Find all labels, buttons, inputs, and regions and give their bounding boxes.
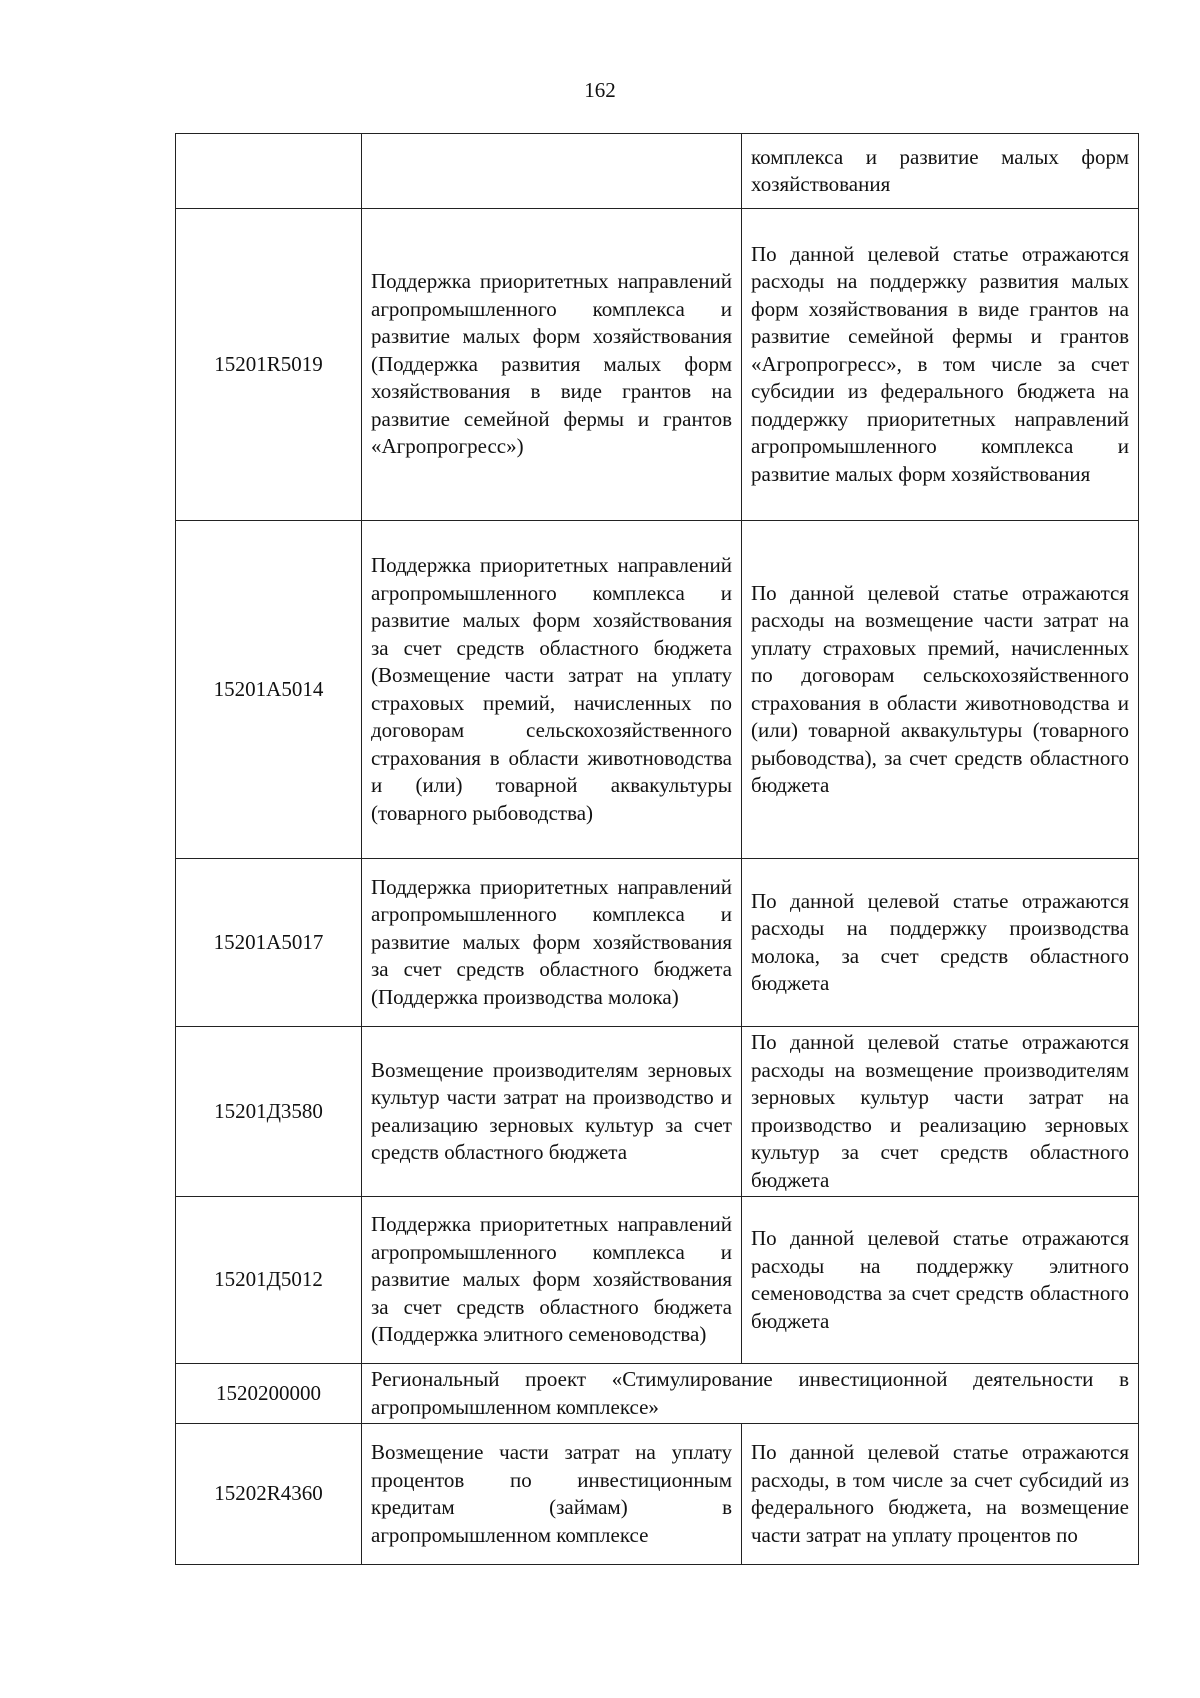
code-cell: 15201Д3580 xyxy=(176,1027,362,1197)
description-cell: По данной целевой статье отражаются расходы, в том числе за счет субсидий из федерального бюджета, на возмещение части затрат на уплату процентов по xyxy=(742,1424,1139,1565)
table-row xyxy=(176,1197,1139,1364)
description-cell: комплекса и развитие малых форм хозяйствования xyxy=(742,134,1139,209)
code-cell: 15201А5014 xyxy=(176,521,362,859)
table-row xyxy=(176,859,1139,1027)
name-cell: Поддержка приоритетных направлений агропромышленного комплекса и развитие малых форм хозяйствования (Поддержка развития малых форм хозяйствования в виде грантов на развитие семейной фермы и грантов «Агропрогресс») xyxy=(362,209,742,521)
table-row xyxy=(176,1424,1139,1565)
code-cell: 15202R4360 xyxy=(176,1424,362,1565)
name-cell: Возмещение части затрат на уплату процентов по инвестиционным кредитам (займам) в агропромышленном комплексе xyxy=(362,1424,742,1565)
code-cell xyxy=(176,134,362,209)
code-cell: 1520200000 xyxy=(176,1364,362,1424)
page-number: 162 xyxy=(584,78,616,102)
section-title-cell: Региональный проект «Стимулирование инвестиционной деятельности в агропромышленном комплексе» xyxy=(362,1364,1139,1424)
description-cell: По данной целевой статье отражаются расходы на поддержку развития малых форм хозяйствования в виде грантов на развитие семейной фермы и грантов «Агропрогресс», в том числе за счет субсидии из федерального бюджета на поддержку приоритетных направлений агропромышленного комплекса и развитие малых форм хозяйствования xyxy=(742,209,1139,521)
budget-classification-table xyxy=(175,133,1139,1565)
table-row xyxy=(176,521,1139,859)
table-row xyxy=(176,209,1139,521)
description-cell: По данной целевой статье отражаются расходы на поддержку элитного семеноводства за счет средств областного бюджета xyxy=(742,1197,1139,1364)
name-cell: Поддержка приоритетных направлений агропромышленного комплекса и развитие малых форм хозяйствования за счет средств областного бюджета (Поддержка производства молока) xyxy=(362,859,742,1027)
table-row xyxy=(176,1027,1139,1197)
name-cell: Поддержка приоритетных направлений агропромышленного комплекса и развитие малых форм хозяйствования за счет средств областного бюджета (Поддержка элитного семеноводства) xyxy=(362,1197,742,1364)
code-cell: 15201R5019 xyxy=(176,209,362,521)
description-cell: По данной целевой статье отражаются расходы на возмещение части затрат на уплату страховых премий, начисленных по договорам сельскохозяйственного страхования в области животноводства и (или) товарной аквакультуры (товарного рыбоводства), за счет средств областного бюджета xyxy=(742,521,1139,859)
code-cell: 15201А5017 xyxy=(176,859,362,1027)
table-row xyxy=(176,134,1139,209)
description-cell: По данной целевой статье отражаются расходы на возмещение производителям зерновых культур части затрат на производство и реализацию зерновых культур за счет средств областного бюджета xyxy=(742,1027,1139,1197)
name-cell xyxy=(362,134,742,209)
table-row xyxy=(176,1364,1139,1424)
code-cell: 15201Д5012 xyxy=(176,1197,362,1364)
description-cell: По данной целевой статье отражаются расходы на поддержку производства молока, за счет средств областного бюджета xyxy=(742,859,1139,1027)
name-cell: Поддержка приоритетных направлений агропромышленного комплекса и развитие малых форм хозяйствования за счет средств областного бюджета (Возмещение части затрат на уплату страховых премий, начисленных по договорам сельскохозяйственного страхования в области животноводства и (или) товарной аквакультуры (товарного рыбоводства) xyxy=(362,521,742,859)
name-cell: Возмещение производителям зерновых культур части затрат на производство и реализацию зерновых культур за счет средств областного бюджета xyxy=(362,1027,742,1197)
